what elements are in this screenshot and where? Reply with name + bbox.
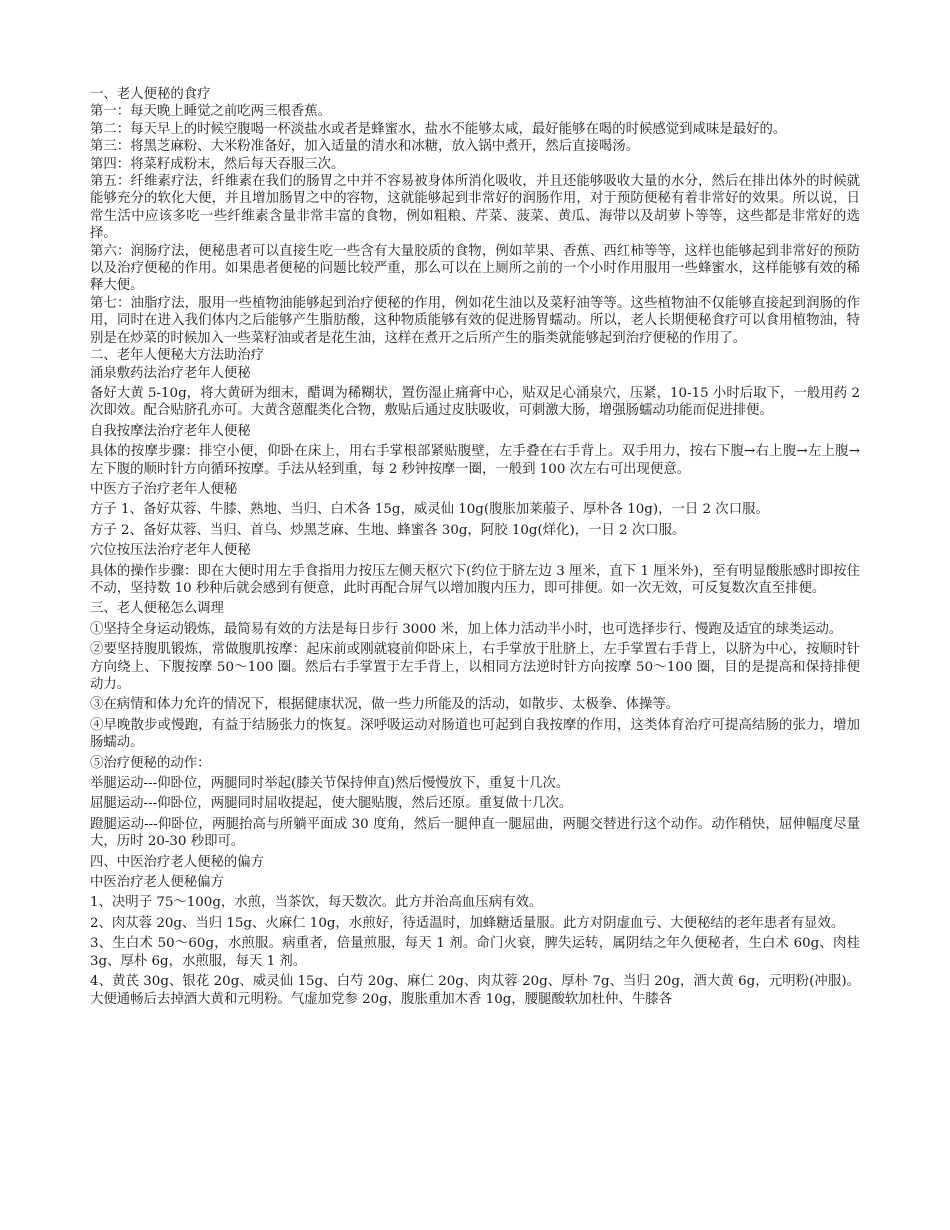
paragraph: 第五：纤维素疗法，纤维素在我们的肠胃之中并不容易被身体所消化吸收，并且还能够吸收大量的水分，然后在排出体外的时候就能够充分的软化大便，并且增加肠胃之中的容物，这就能够起到非常好的润肠作用，对于预防便秘有着非常好的效果。所以说，日常生活中应该多吃一些纤维素含量非常丰富的食物，例如粗粮、芹菜、菠菜、黄瓜、海带以及胡萝卜等等，这些都是非常好的选择。 (90, 174, 860, 242)
paragraph: 二、老年人便秘大方法助治疗 (90, 348, 265, 364)
paragraph: 具体的按摩步骤：排空小便，仰卧在床上，用右手掌根部紧贴腹壁，左手叠在右手背上。双手用力，按右下腹→右上腹→左上腹→左下腹的顺时针方向循环按摩。手法从轻到重，每 2 秒钟按摩一圈，一般到 100 次左右可出现便意。 (90, 444, 860, 477)
paragraph: 备好大黄 5-10g，将大黄研为细末，醋调为稀糊状，置伤湿止痛膏中心，贴双足心涌泉穴，压紧，10-15 小时后取下，一般用药 2 次即效。配合贴脐孔亦可。大黄含蒽醌类化合物，敷贴后通过皮肤吸收，可刺激大肠，增强肠蠕动功能而促进排便。 (90, 385, 860, 419)
paragraph: 方子 1、备好苁蓉、牛膝、熟地、当归、白术各 15g，威灵仙 10g(腹胀加莱菔子、厚朴各 10g)，一日 2 次口服。 (90, 502, 769, 518)
paragraph: 4、黄芪 30g、银花 20g、威灵仙 15g、白芍 20g、麻仁 20g、肉苁蓉 20g、厚朴 7g、当归 20g，酒大黄 6g，元明粉(冲服)。大便通畅后去掉酒大黄和元明粉。气虚加党参 20g，腹胀重加木香 10g，腰腿酸软加杜仲、牛膝各 (90, 974, 860, 1007)
paragraph: 第六：润肠疗法，便秘患者可以直接生吃一些含有大量胶质的食物，例如苹果、香蕉、西红柿等等，这样也能够起到非常好的预防以及治疗便秘的作用。如果患者便秘的问题比较严重，那么可以在上厕所之前的一个小时作用服用一些蜂蜜水，这样能够有效的稀释大便。 (90, 243, 860, 294)
paragraph: 穴位按压法治疗老年人便秘 (90, 543, 251, 559)
paragraph: 第七：油脂疗法，服用一些植物油能够起到治疗便秘的作用，例如花生油以及菜籽油等等。这些植物油不仅能够直接起到润肠的作用，同时在进入我们体内之后能够产生脂肪酸，这种物质能够有效的促进肠胃蠕动。所以，老人长期便秘食疗可以食用植物油，特别是在炒菜的时候加入一些菜籽油或者是花生油，这样在煮开之后所产生的脂类就能够起到治疗便秘的作用了。 (90, 295, 860, 346)
paragraph: 1、决明子 75～100g，水煎，当茶饮，每天数次。此方并治高血压病有效。 (90, 895, 543, 911)
paragraph: 一、老人便秘的食疗 (90, 87, 211, 102)
paragraph: ③在病情和体力允许的情况下，根据健康状况，做一些力所能及的活动，如散步、太极拳、体操等。 (90, 697, 680, 713)
paragraph: 中医方子治疗老年人便秘 (90, 481, 238, 497)
document-body (90, 86, 860, 1008)
paragraph: 2、肉苁蓉 20g、当归 15g、火麻仁 10g，水煎好，待适温时，加蜂糖适量服。此方对阴虚血亏、大便秘结的老年患者有显效。 (90, 915, 845, 931)
paragraph: 屈腿运动---仰卧位，两腿同时屈收提起，使大腿贴腹，然后还原。重复做十几次。 (90, 796, 573, 812)
paragraph: 三、老人便秘怎么调理 (90, 601, 224, 617)
paragraph: 蹬腿运动---仰卧位，两腿抬高与所躺平面成 30 度角，然后一腿伸直一腿屈曲，两腿交替进行这个动作。动作稍快，屈伸幅度尽量大，历时 20-30 秒即可。 (90, 816, 860, 850)
paragraph: 第二：每天早上的时候空腹喝一杯淡盐水或者是蜂蜜水，盐水不能够太咸，最好能够在喝的时候感觉到咸味是最好的。 (90, 121, 787, 137)
paragraph: 3、生白术 50～60g，水煎服。病重者，倍量煎服，每天 1 剂。命门火衰，脾失运转，属阴结之年久便秘者，生白术 60g、肉桂 3g、厚朴 6g，水煎服，每天 1 剂。 (90, 936, 860, 969)
paragraph: 第三：将黑芝麻粉、大米粉准备好，加入适量的清水和冰糖，放入锅中煮开，然后直接喝汤。 (90, 139, 640, 155)
paragraph: 四、中医治疗老人便秘的偏方 (90, 854, 265, 870)
paragraph: 自我按摩法治疗老年人便秘 (90, 423, 251, 439)
paragraph: 涌泉敷药法治疗老年人便秘 (90, 365, 251, 381)
paragraph: 第四：将菜籽成粉末，然后每天吞服三次。 (90, 156, 345, 172)
paragraph: ⑤治疗便秘的动作： (90, 755, 211, 771)
paragraph: 方子 2、备好苁蓉、当归、首乌、炒黑芝麻、生地、蜂蜜各 30g，阿胶 10g(烊化)，一日 2 次口服。 (90, 522, 686, 538)
paragraph: 第一：每天晚上睡觉之前吃两三根香蕉。 (90, 104, 332, 120)
paragraph: ④早晚散步或慢跑，有益于结肠张力的恢复。深呼吸运动对肠道也可起到自我按摩的作用，这类体育治疗可提高结肠的张力，增加肠蠕动。 (90, 717, 860, 751)
paragraph: ②要坚持腹肌锻炼，常做腹肌按摩：起床前或刚就寝前仰卧床上，右手掌放于肚脐上，左手掌置右手背上，以脐为中心，按顺时针方向绕上、下腹按摩 50～100 圈。然后右手掌置于左手背上，以相同方法逆时针方向按摩 50～100 圈，目的是提高和保持排便动力。 (90, 642, 860, 692)
paragraph: ①坚持全身运动锻炼，最简易有效的方法是每日步行 3000 米，加上体力活动半小时，也可选择步行、慢跑及适宜的球类运动。 (90, 621, 843, 637)
paragraph: 举腿运动---仰卧位，两腿同时举起(膝关节保持伸直)然后慢慢放下，重复十几次。 (90, 776, 570, 792)
paragraph: 具体的操作步骤：即在大便时用左手食指用力按压左侧天枢穴下(约位于脐左边 3 厘米，直下 1 厘米外)，至有明显酸胀感时即按住不动，坚持数 10 秒种后就会感到有便意，此时再配合屏气以增加腹内压力，即可排便。如一次无效，可反复数次直至排便。 (90, 563, 860, 596)
paragraph: 中医治疗老人便秘偏方 (90, 875, 224, 891)
